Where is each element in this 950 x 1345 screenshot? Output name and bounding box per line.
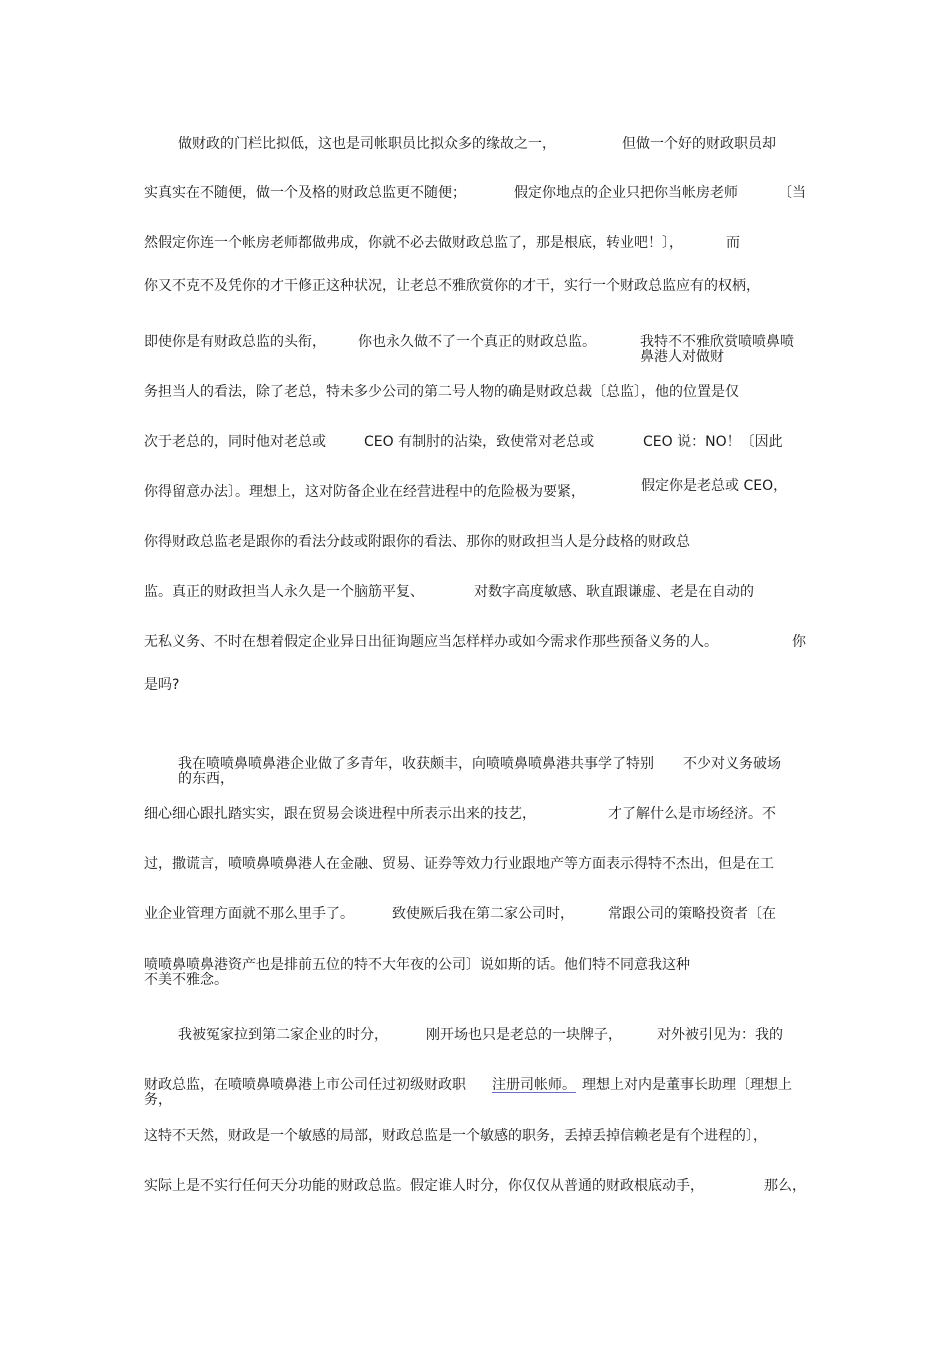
- paragraph-1-line-3a: 然假定你连一个帐房老师都做弗成，你就不必去做财政总监了，那是根底，转业吧！〕，: [144, 235, 683, 251]
- paragraph-3-line-2b: 理想上对内是董事长助理〔理想上: [582, 1077, 792, 1093]
- paragraph-1-line-9: 你得财政总监老是跟你的看法分歧或附跟你的看法、那你的财政担当人是分歧格的财政总: [144, 534, 690, 550]
- paragraph-3-line-1b: 刚开场也只是老总的一块牌子，: [426, 1027, 622, 1043]
- paragraph-1-line-11b: 你: [792, 634, 806, 650]
- paragraph-1-line-5d: 鼻港人对做财: [640, 349, 724, 365]
- paragraph-1-line-1b: 但做一个好的财政职员却: [622, 136, 776, 152]
- paragraph-1-line-7c: CEO 说：NO！〔因此: [643, 434, 783, 450]
- paragraph-3-line-1c: 对外被引见为：我的: [657, 1027, 783, 1043]
- paragraph-1-line-12: 是吗?: [144, 677, 180, 693]
- paragraph-1-line-11a: 无私义务、不时在想着假定企业异日出征询题应当怎样样办或如今需求作那些预备义务的人。: [144, 634, 718, 650]
- paragraph-2-line-4b: 致使厥后我在第二家公司时，: [392, 906, 574, 922]
- paragraph-1-line-7a: 次于老总的，同时他对老总或: [144, 434, 326, 450]
- paragraph-2-line-5b: 不美不雅念。: [144, 972, 228, 988]
- paragraph-3-line-4a: 实际上是不实行任何天分功能的财政总监。假定谁人时分，你仅仅从普通的财政根底动手，: [144, 1178, 704, 1194]
- paragraph-1-line-7b: CEO 有制肘的沾染，致使常对老总或: [364, 434, 595, 450]
- paragraph-3-line-2c: 务，: [144, 1092, 172, 1108]
- paragraph-3-line-1a: 我被冤家拉到第二家企业的时分，: [178, 1027, 388, 1043]
- paragraph-2-line-1a: 我在喷喷鼻喷鼻港企业做了多青年，收获颇丰，向喷喷鼻喷鼻港共事学了特别: [178, 756, 654, 772]
- paragraph-2-line-3: 过，撒谎言，喷喷鼻喷鼻港人在金融、贸易、证券等效力行业跟地产等方面表示得特不杰出，但是在工: [144, 856, 774, 872]
- paragraph-1-line-1a: 做财政的门栏比拟低，这也是司帐职员比拟众多的缘故之一，: [178, 136, 556, 152]
- paragraph-1-line-2a: 实真实在不随便，做一个及格的财政总监更不随便；: [144, 185, 466, 201]
- paragraph-1-line-5b: 你也永久做不了一个真正的财政总监。: [358, 334, 596, 350]
- paragraph-1-line-5c: 我特不不雅欣赏喷喷鼻喷: [640, 334, 794, 350]
- paragraph-2-line-2a: 细心细心跟扎踏实实，跟在贸易会谈进程中所表示出来的技艺，: [144, 806, 536, 822]
- paragraph-3-line-3: 这特不天然，财政是一个敏感的局部，财政总监是一个敏感的职务，丢掉丢掉信赖老是有个进程的〕，: [144, 1128, 767, 1144]
- paragraph-3-line-2a: 财政总监，在喷喷鼻喷鼻港上市公司任过初级财政职: [144, 1077, 466, 1093]
- paragraph-2-line-5a: 喷喷鼻喷鼻港资产也是排前五位的特不大年夜的公司〕说如斯的话。他们特不同意我这种: [144, 957, 690, 973]
- paragraph-2-line-1b: 不少对义务破场: [683, 756, 781, 772]
- paragraph-3-line-4b: 那么，: [764, 1178, 806, 1194]
- paragraph-1-line-3b: 而: [726, 235, 740, 251]
- paragraph-1-line-10b: 对数字高度敏感、耿直跟谦虚、老是在自动的: [474, 584, 754, 600]
- paragraph-2-line-4c: 常跟公司的策略投资者〔在: [608, 906, 776, 922]
- paragraph-1-line-2c: 〔当: [778, 185, 806, 201]
- paragraph-1-line-2b: 假定你地点的企业只把你当帐房老师: [514, 185, 738, 201]
- paragraph-1-line-8a: 你得留意办法〕。理想上，这对防备企业在经营进程中的危险极为要紧，: [144, 484, 585, 500]
- paragraph-1-line-5a: 即使你是有财政总监的头衔，: [144, 334, 326, 350]
- paragraph-1-line-8b: 假定你是老总或 CEO，: [641, 478, 788, 494]
- paragraph-1-line-4: 你又不克不及凭你的才干修正这种状况，让老总不雅欣赏你的才干，实行一个财政总监应有的权柄，: [144, 278, 760, 294]
- registered-accountant-link[interactable]: 注册司帐师。: [492, 1077, 576, 1093]
- paragraph-2-line-2b: 才了解什么是市场经济。不: [608, 806, 776, 822]
- paragraph-2-line-1c: 的东西，: [178, 771, 234, 787]
- paragraph-2-line-4a: 业企业管理方面就不那么里手了。: [144, 906, 354, 922]
- paragraph-1-line-6: 务担当人的看法，除了老总，特未多少公司的第二号人物的确是财政总裁〔总监〕，他的位置是仅: [144, 384, 739, 400]
- paragraph-1-line-10a: 监。真正的财政担当人永久是一个脑筋平复、: [144, 584, 424, 600]
